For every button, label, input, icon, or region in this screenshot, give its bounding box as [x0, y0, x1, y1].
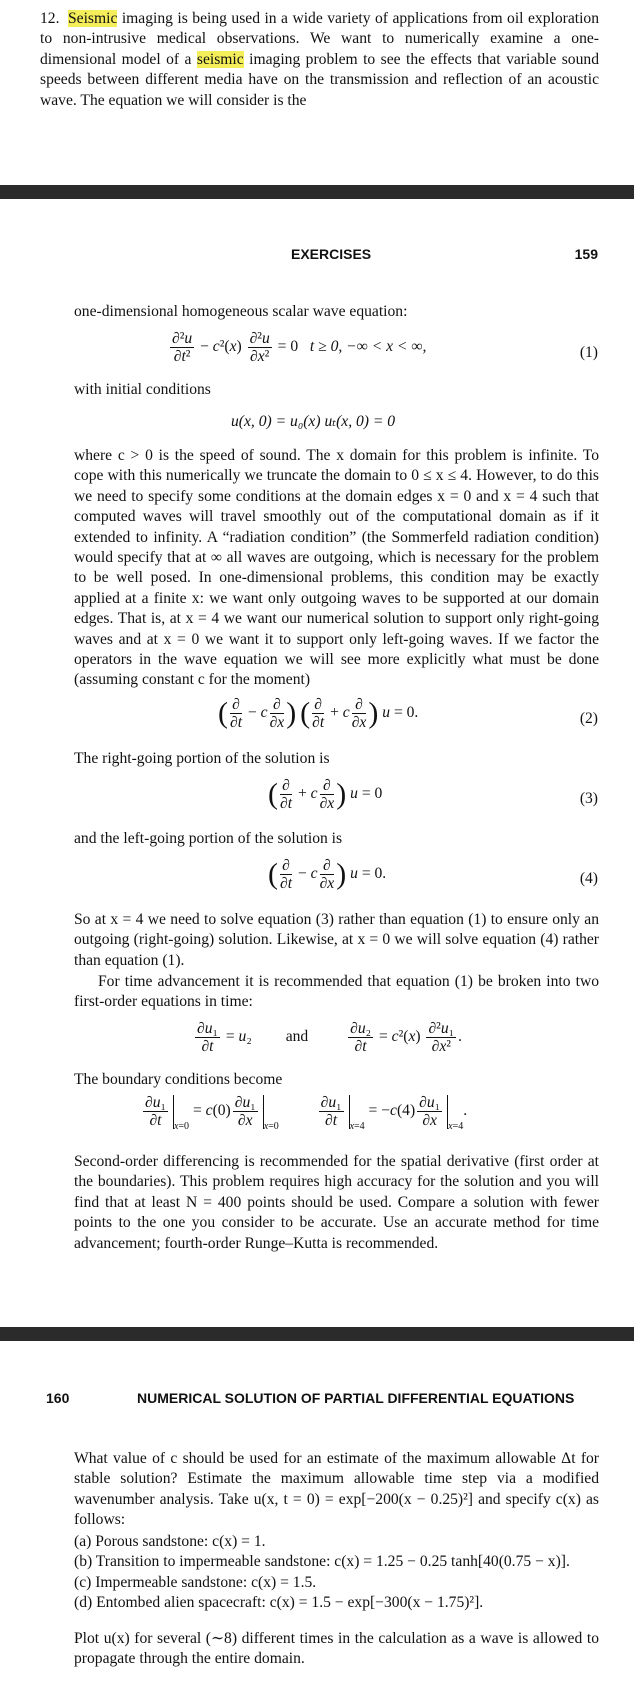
highlight-seismic-1: Seismic — [67, 10, 118, 27]
header-title: EXERCISES — [291, 246, 372, 262]
boundary-conditions-equation: $\frac{\text{∂u₁}}{\partial t}$ $_{x=0}$ = c(0) $\frac{\text{∂u₁}}{\partial x}$ $_{x=0}$ $\frac{\text{∂u₁}}{\partial t}$ $_{x=4}$ = −c(4) $\frac{\text{∂u₁}}{\partial x}$ $_{x=4}$. — [145, 1094, 468, 1133]
intro-text-1: imaging is being used in a wide variety of applications from oil exploration to non-intrusive medical observations. We want to numerically examine a one-dimensional model of a — [40, 10, 600, 68]
problem-number: 12. — [40, 10, 60, 27]
list-item: (b) Transition to impermeable sandstone: c(x) = 1.25 − 0.25 tanh[40(0.75 − x)]. — [74, 1553, 570, 1571]
sound-speed-list — [74, 1532, 599, 1614]
left-going-label: and the left-going portion of the solution is — [74, 830, 343, 847]
initial-conditions-label: with initial conditions — [74, 381, 211, 398]
problem-12-intro — [40, 9, 599, 111]
list-item: (c) Impermeable sandstone: c(x) = 1.5. — [74, 1573, 317, 1591]
radiation-condition-text: where c > 0 is the speed of sound. The x domain for this problem is infinite. To cope with this numerically we truncate the domain to 0 ≤ x ≤ 4. However, to do this we need to specify some conditions at the domain edges x = 0 and x = 4 such that computed waves will travel smoothly out of the computational domain as if it extended to infinity. A “radiation condition” (the Sommerfeld radiation condition) would specify that at ∞ all waves are outgoing, which is necessary for the problem to be well posed. In one-dimensional problems, this condition may be exactly applied at a finite x: we want only outgoing waves to be supported at our domain edges. That is, at x = 4 we want our numerical solution to support only right-going waves and at x = 0 we want it to support only left-going waves. If we factor the operators in the wave equation we will see more explicitly what must be done (assuming constant c for the moment) — [74, 447, 599, 689]
plot-instruction-text: Plot u(x) for several (∼8) different times in the calculation as a wave is allowed to propagate through the entire domain. — [74, 1630, 599, 1668]
page-separator-1 — [0, 185, 634, 199]
equation-3: ( $\frac{\partial}{\partial t}$ + c $\frac{\partial}{\partial x}$ ) u = 0 — [268, 777, 383, 812]
highlight-seismic-2: seismic — [196, 50, 244, 68]
equation-1-number: (1) — [579, 344, 598, 361]
header-title: NUMERICAL SOLUTION OF PARTIAL DIFFERENTIAL EQUATIONS — [137, 1390, 575, 1406]
equation-2: ( $\frac{\partial}{\partial t}$ − c $\frac{\partial}{\partial x}$ ) ( $\frac{\partial}{\partial t}$ + c $\frac{\partial}{\partial x}$ ) u = 0. — [218, 696, 419, 731]
first-order-system: $\frac{\text{∂u₁}}{\partial t}$ = u₂ and $\frac{\text{∂u₂}}{\partial t}$ = c²(x) $\frac{\text{∂²u₁}}{\text{∂x²}}$ . — [197, 1020, 462, 1055]
equation-1-condition: t ≥ 0, −∞ < x < ∞, — [309, 338, 427, 356]
equation-1: $\frac{\text{∂²u}}{\text{∂t²}}$ − c²(x) $\frac{\text{∂²u}}{\text{∂x²}}$ = 0 t ≥ 0, −∞ < x < ∞, — [172, 330, 427, 365]
wave-equation-intro: one-dimensional homogeneous scalar wave equation: — [74, 303, 408, 320]
list-item: (d) Entombed alien spacecraft: c(x) = 1.5 − exp[−300(x − 1.75)²]. — [74, 1594, 484, 1612]
running-header-160 — [0, 1390, 634, 1410]
intro-text-2: imaging problem to see the effects that variable sound speeds between different media have on the transmission and reflection of an acoustic wave. The equation we will consider is the — [40, 50, 599, 109]
equation-2-number: (2) — [579, 710, 598, 727]
right-going-label: The right-going portion of the solution is — [74, 750, 330, 767]
running-header-159 — [0, 246, 634, 266]
page-separator-2 — [0, 1327, 634, 1341]
boundary-solve-text: So at x = 4 we need to solve equation (3) rather than equation (1) to ensure only an outgoing (right-going) solution. Likewise, at x = 0 we will solve equation (4) rather than equation (1). — [74, 911, 599, 969]
equation-4-number: (4) — [579, 870, 598, 887]
initial-conditions-equation: u(x, 0) = u₀(x) uₜ(x, 0) = 0 — [231, 413, 396, 430]
page-number: 159 — [574, 246, 598, 262]
equation-4: ( $\frac{\partial}{\partial t}$ − c $\frac{\partial}{\partial x}$ ) u = 0. — [268, 857, 387, 892]
and-word: and — [285, 1028, 309, 1046]
stability-question-text: What value of c should be used for an estimate of the maximum allowable Δt for stable solution? Estimate the maximum allowable time step via a modified wavenumber analysis. Take u(x, t = 0) = exp[−200(x − 0.25)²] and specify c(x) as follows: — [74, 1450, 599, 1529]
time-advancement-text: For time advancement it is recommended that equation (1) be broken into two first-order equations in time: — [74, 973, 599, 1011]
equation-3-number: (3) — [579, 790, 598, 807]
list-item: (a) Porous sandstone: c(x) = 1. — [74, 1533, 266, 1550]
boundary-conditions-label: The boundary conditions become — [74, 1071, 283, 1088]
page-number: 160 — [46, 1390, 70, 1406]
differencing-text: Second-order differencing is recommended for the spatial derivative (first order at the boundaries). This problem requires high accuracy for the solution and you will find that at least N = 400 points should be used. Compare a solution with fewer points to the one you consider to be accurate. Use an accurate method for time advancement; fourth-order Runge–Kutta is recommended. — [74, 1153, 599, 1252]
